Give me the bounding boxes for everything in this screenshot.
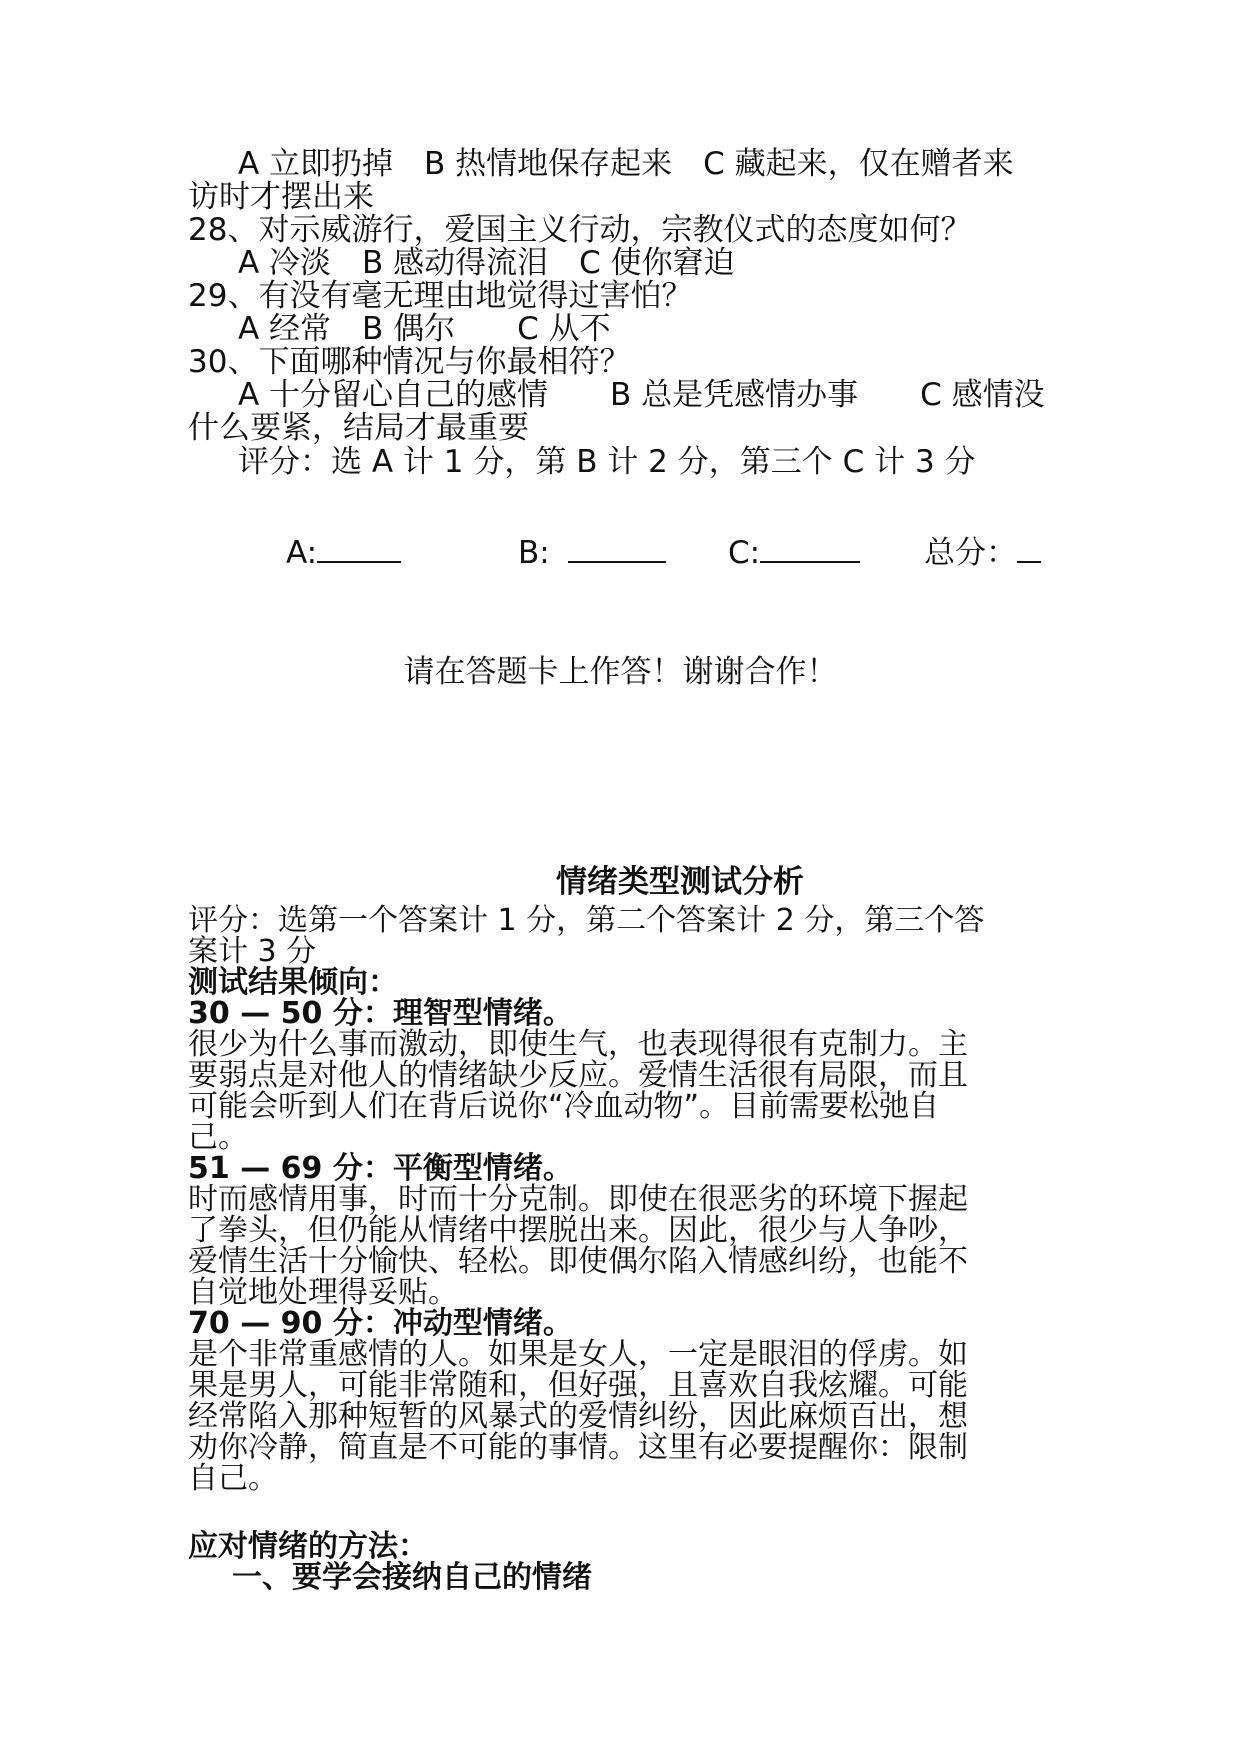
q30-options-line1: A 十分留心自己的感情 B 总是凭感情办事 C 感情没 xyxy=(238,377,1045,413)
q29-options: A 经常 B 偶尔 C 从不 xyxy=(238,311,611,347)
type3-line: 是个非常重感情的人。如果是女人，一定是眼泪的俘虏。如 xyxy=(188,1337,968,1372)
type3-heading: 70 — 90 分：冲动型情绪。 xyxy=(188,1306,573,1341)
answer-sheet-notice: 请在答题卡上作答！谢谢合作！ xyxy=(403,654,838,690)
type2-heading: 51 — 69 分：平衡型情绪。 xyxy=(188,1151,573,1186)
type1-line: 己。 xyxy=(188,1120,248,1155)
type1-line: 要弱点是对他人的情绪缺少反应。爱情生活很有局限，而且 xyxy=(188,1058,968,1093)
type1-heading: 30 — 50 分：理智型情绪。 xyxy=(188,996,573,1031)
type3-line: 经常陷入那种短暂的风暴式的爱情纠纷，因此麻烦百出，想 xyxy=(188,1399,968,1434)
scoring-rule: 评分：选 A 计 1 分，第 B 计 2 分，第三个 C 计 3 分 xyxy=(238,444,976,480)
type3-line: 自己。 xyxy=(188,1461,278,1496)
method1-heading: 一、要学会接纳自己的情绪 xyxy=(232,1560,592,1595)
score-a-blank[interactable] xyxy=(317,535,401,563)
q27-options-line1: A 立即扔掉 B 热情地保存起来 C 藏起来，仅在赠者来 xyxy=(238,146,1014,182)
analysis-title: 情绪类型测试分析 xyxy=(556,864,804,900)
score-c-blank[interactable] xyxy=(760,535,860,563)
type1-line: 很少为什么事而激动，即使生气，也表现得很有克制力。主 xyxy=(188,1027,968,1062)
score-field-b xyxy=(518,535,666,570)
score-b-label: B: xyxy=(518,535,550,571)
score-field-a xyxy=(286,535,401,570)
q27-options-line2: 访时才摆出来 xyxy=(188,179,374,215)
type3-line: 劝你冷静，简直是不可能的事情。这里有必要提醒你：限制 xyxy=(188,1430,968,1465)
analysis-scoring-line1: 评分：选第一个答案计 1 分，第二个答案计 2 分，第三个答 xyxy=(188,903,985,938)
q28-options: A 冷淡 B 感动得流泪 C 使你窘迫 xyxy=(238,245,735,281)
type3-line: 果是男人，可能非常随和，但好强，且喜欢自我炫耀。可能 xyxy=(188,1368,968,1403)
q30-text: 30、下面哪种情况与你最相符？ xyxy=(188,344,631,380)
type2-line: 自觉地处理得妥贴。 xyxy=(188,1275,458,1310)
score-total-label: 总分： xyxy=(924,535,1017,571)
q29-text: 29、有没有毫无理由地觉得过害怕？ xyxy=(188,278,693,314)
methods-heading: 应对情绪的方法： xyxy=(188,1529,428,1564)
analysis-scoring-line2: 案计 3 分 xyxy=(188,934,317,969)
result-heading: 测试结果倾向： xyxy=(188,965,398,1000)
score-b-blank[interactable] xyxy=(568,535,666,563)
q30-options-line2: 什么要紧，结局才最重要 xyxy=(188,410,529,446)
score-field-c xyxy=(728,535,860,570)
type2-line: 爱情生活十分愉快、轻松。即使偶尔陷入情感纠纷，也能不 xyxy=(188,1244,968,1279)
type2-line: 时而感情用事，时而十分克制。即使在很恶劣的环境下握起 xyxy=(188,1182,968,1217)
type2-line: 了拳头，但仍能从情绪中摆脱出来。因此，很少与人争吵， xyxy=(188,1213,968,1248)
score-c-label: C: xyxy=(728,535,761,571)
score-total-blank[interactable] xyxy=(1017,535,1041,563)
q28-text: 28、对示威游行，爱国主义行动，宗教仪式的态度如何？ xyxy=(188,212,972,248)
score-a-label: A: xyxy=(286,535,318,571)
score-field-total xyxy=(924,535,1041,570)
type1-line: 可能会听到人们在背后说你“冷血动物”。目前需要松弛自 xyxy=(188,1089,940,1124)
